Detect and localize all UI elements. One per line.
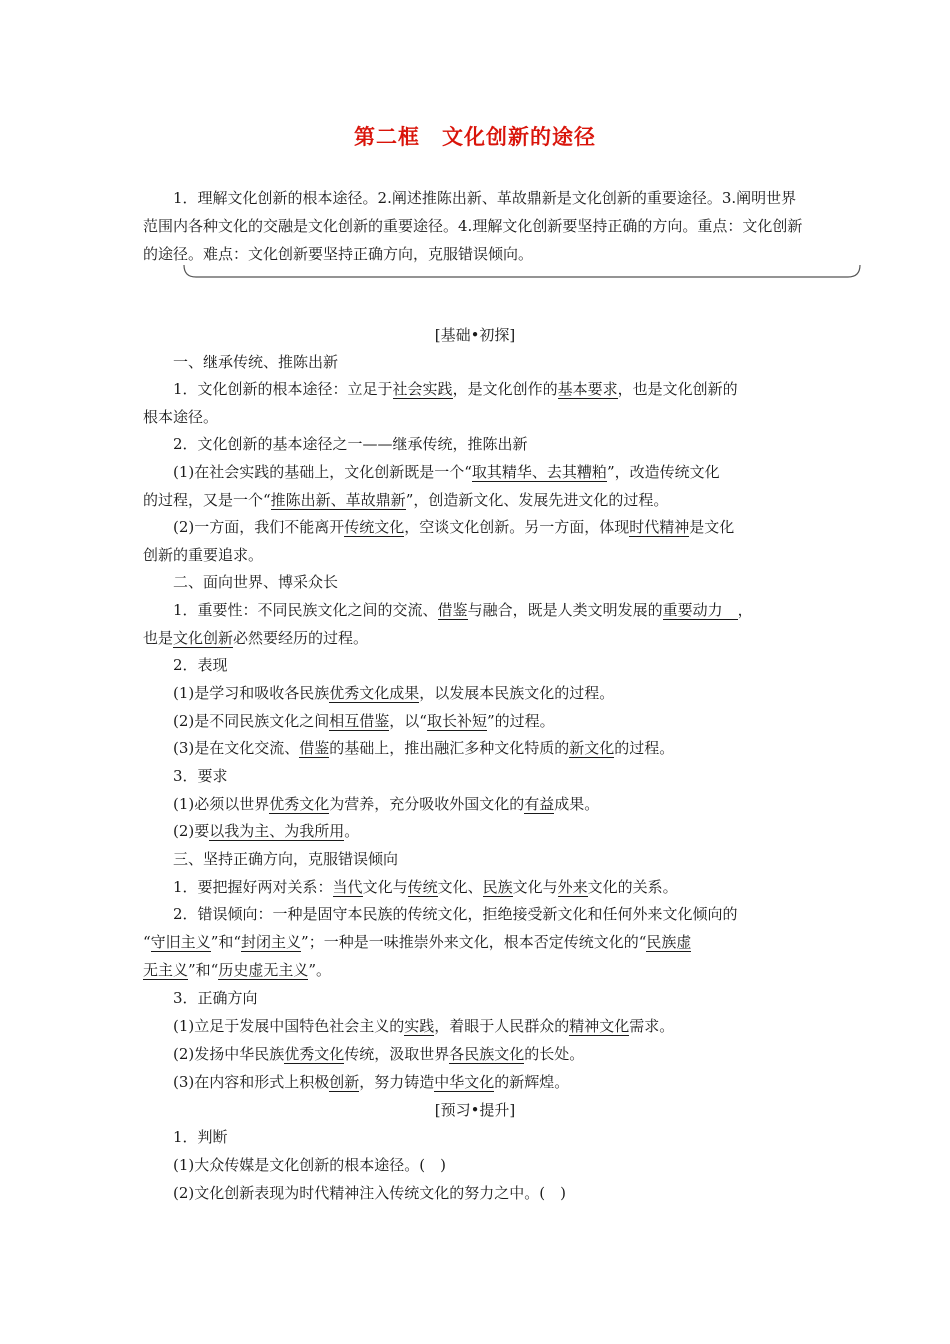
text-segment: 也是 xyxy=(143,629,174,647)
text-segment: 文化与 xyxy=(362,878,408,896)
text-segment: 一、继承传统、推陈出新 xyxy=(173,353,339,371)
text-line xyxy=(143,407,218,427)
text-segment: 成果。 xyxy=(554,795,600,813)
text-line xyxy=(173,904,738,924)
text-line xyxy=(173,821,359,841)
text-line xyxy=(173,794,599,814)
text-segment: 。 xyxy=(344,822,360,840)
text-segment: (3)是在文化交流、 xyxy=(173,739,300,757)
text-segment: ，着眼于人民群众的 xyxy=(434,1017,570,1035)
answer-blank: 传统 xyxy=(407,878,438,896)
answer-blank: 民族虚 xyxy=(646,933,692,951)
text-line xyxy=(173,572,338,592)
text-segment: (2)要 xyxy=(173,822,210,840)
text-segment: 2．错误倾向：一种是固守本民族的传统文化，拒绝接受新文化和任何外来文化倾向的 xyxy=(173,905,738,923)
text-line xyxy=(173,600,753,620)
answer-blank: 民族 xyxy=(482,878,513,896)
judgment-question: (2)文化创新表现为时代精神注入传统文化的努力之中。( ) xyxy=(173,1184,566,1202)
answer-blank: 取长补短 xyxy=(426,712,487,730)
text-segment: (1)立足于发展中国特色社会主义的 xyxy=(173,1017,405,1035)
text-segment: ”。 xyxy=(308,961,332,979)
answer-blank: 当代 xyxy=(332,878,363,896)
text-segment: 的过程。 xyxy=(614,739,675,757)
text-segment: 是文化 xyxy=(689,518,735,536)
text-segment: “ xyxy=(143,933,151,951)
answer-blank: 取其精华、去其糟粕 xyxy=(471,463,607,481)
text-segment: ”；一种是一味推崇外来文化，根本否定传统文化的“ xyxy=(301,933,647,951)
text-segment: 文化、 xyxy=(437,878,483,896)
text-line xyxy=(173,434,528,454)
text-segment: 的过程，又是一个“ xyxy=(143,491,271,509)
answer-blank: 以我为主、为我所用 xyxy=(209,822,345,840)
text-line xyxy=(173,1016,674,1036)
text-segment: ，以“ xyxy=(389,712,427,730)
answer-blank: 优秀文化 xyxy=(284,1045,345,1063)
answer-blank: 传统文化 xyxy=(344,518,405,536)
answer-blank: 各民族文化 xyxy=(449,1045,525,1063)
page-title: 第二框 文化创新的途径 xyxy=(354,125,596,149)
text-segment: ”和“ xyxy=(210,933,242,951)
judgment-question: (1)大众传媒是文化创新的根本途径。( ) xyxy=(173,1156,446,1174)
text-segment: 的基础上，推出融汇多种文化特质的 xyxy=(329,739,570,757)
text-segment: ，以发展本民族文化的过程。 xyxy=(419,684,615,702)
answer-blank: 无主义 xyxy=(143,961,189,979)
answer-blank: 借鉴 xyxy=(437,601,468,619)
answer-blank: 优秀文化成果 xyxy=(329,684,420,702)
text-segment: 与融合，既是人类文明发展的 xyxy=(467,601,663,619)
text-segment: (1)在社会实践的基础上，文化创新既是一个“ xyxy=(173,463,472,481)
text-segment: ， xyxy=(737,601,753,619)
text-segment: (3)在内容和形式上积极 xyxy=(173,1073,330,1091)
text-line xyxy=(173,655,228,675)
text-line xyxy=(173,766,228,786)
answer-blank: 借鉴 xyxy=(299,739,330,757)
text-segment: ，是文化创作的 xyxy=(452,380,558,398)
practice-heading: 1．判断 xyxy=(173,1128,228,1146)
text-line xyxy=(173,877,678,897)
answer-blank: 历史虚无主义 xyxy=(218,961,309,979)
text-segment: 文化的关系。 xyxy=(587,878,678,896)
text-line xyxy=(143,628,368,648)
text-segment: 必然要经历的过程。 xyxy=(233,629,369,647)
text-segment: 2．文化创新的基本途径之一——继承传统，推陈出新 xyxy=(173,435,528,453)
answer-blank: 推陈出新、革故鼎新 xyxy=(270,491,406,509)
answer-blank: 文化创新 xyxy=(173,629,234,647)
answer-blank: 新文化 xyxy=(569,739,615,757)
text-line xyxy=(173,988,258,1008)
text-segment: ”，创造新文化、发展先进文化的过程。 xyxy=(405,491,669,509)
bracket-divider xyxy=(182,265,862,287)
text-line xyxy=(173,352,338,372)
text-line xyxy=(173,1044,584,1064)
answer-blank: 中华文化 xyxy=(434,1073,495,1091)
answer-blank: 创新 xyxy=(329,1073,360,1091)
text-segment: (1)是学习和吸收各民族 xyxy=(173,684,330,702)
answer-blank: 外来 xyxy=(557,878,588,896)
text-segment: 二、面向世界、博采众长 xyxy=(173,573,339,591)
answer-blank: 时代精神 xyxy=(629,518,690,536)
section-heading-basics: [基础•初探] xyxy=(434,326,516,344)
text-segment: ”的过程。 xyxy=(486,712,555,730)
answer-blank: 有益 xyxy=(524,795,555,813)
text-segment: 的长处。 xyxy=(524,1045,585,1063)
section-heading-practice: [预习•提升] xyxy=(434,1101,516,1119)
text-line xyxy=(173,711,555,731)
text-segment: 1．要把握好两对关系： xyxy=(173,878,333,896)
text-segment: 根本途径。 xyxy=(143,408,219,426)
text-line xyxy=(173,849,398,869)
text-segment: 创新的重要追求。 xyxy=(143,546,264,564)
answer-blank: 重要动力 xyxy=(662,601,738,619)
answer-blank: 实践 xyxy=(404,1017,435,1035)
text-segment: 文化与 xyxy=(512,878,558,896)
text-segment: ，努力铸造 xyxy=(359,1073,435,1091)
learning-objectives: 1．理解文化创新的根本途径。2.阐述推陈出新、革故鼎新是文化创新的重要途径。3.阐明世界范围内各种文化的交融是文化创新的重要途径。4.理解文化创新要坚持正确的方向。重点：文化创新的途径。难点：文化创新要坚持正确方向，克服错误倾向。 xyxy=(143,189,803,263)
text-segment: (2)是不同民族文化之间 xyxy=(173,712,330,730)
answer-blank: 精神文化 xyxy=(569,1017,630,1035)
text-segment: ”和“ xyxy=(188,961,219,979)
text-segment: ，空谈文化创新。另一方面，体现 xyxy=(404,518,630,536)
text-segment: ”，改造传统文化 xyxy=(606,463,720,481)
text-line xyxy=(143,545,263,565)
text-segment: 1．重要性：不同民族文化之间的交流、 xyxy=(173,601,438,619)
text-segment: 3．要求 xyxy=(173,767,228,785)
answer-blank: 基本要求 xyxy=(557,380,618,398)
answer-blank: 相互借鉴 xyxy=(329,712,390,730)
text-segment: 需求。 xyxy=(629,1017,675,1035)
text-segment: 3．正确方向 xyxy=(173,989,258,1007)
text-segment: 2．表现 xyxy=(173,656,228,674)
text-segment: (2)一方面，我们不能离开 xyxy=(173,518,345,536)
text-segment: 为营养，充分吸收外国文化的 xyxy=(329,795,525,813)
text-segment: (1)必须以世界 xyxy=(173,795,270,813)
answer-blank: 守旧主义 xyxy=(150,933,211,951)
text-line xyxy=(173,1072,569,1092)
text-line xyxy=(173,462,720,482)
text-line xyxy=(173,517,734,537)
text-segment: 1．文化创新的根本途径：立足于 xyxy=(173,380,393,398)
answer-blank: 封闭主义 xyxy=(241,933,302,951)
text-segment: 三、坚持正确方向，克服错误倾向 xyxy=(173,850,399,868)
text-line xyxy=(173,683,614,703)
text-line xyxy=(143,932,691,952)
answer-blank: 社会实践 xyxy=(392,380,453,398)
text-segment: ，也是文化创新的 xyxy=(617,380,738,398)
text-line xyxy=(143,960,331,980)
text-line xyxy=(143,490,668,510)
answer-blank: 优秀文化 xyxy=(269,795,330,813)
text-segment: 的新辉煌。 xyxy=(494,1073,570,1091)
text-line xyxy=(173,379,738,399)
text-line xyxy=(173,738,674,758)
text-segment: 传统，汲取世界 xyxy=(344,1045,450,1063)
text-segment: (2)发扬中华民族 xyxy=(173,1045,285,1063)
